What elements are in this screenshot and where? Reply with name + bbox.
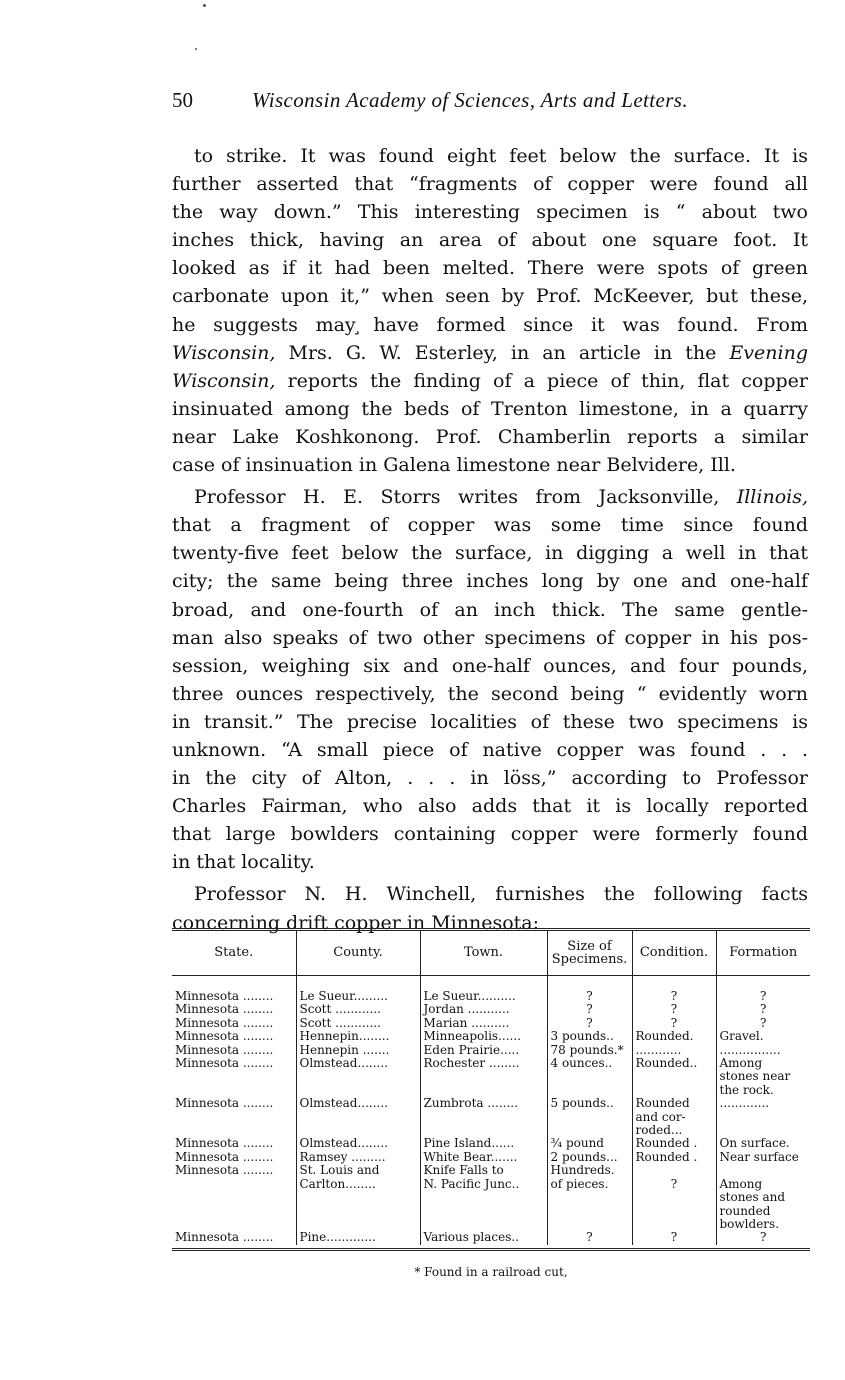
condition-cell: ? — [632, 1017, 716, 1030]
text-line — [172, 339, 808, 367]
town-cell: Zumbrota ........ — [420, 1097, 547, 1137]
size-cell: ? — [547, 990, 632, 1003]
county-cell: Olmstead........ — [296, 1137, 420, 1150]
text-line — [172, 311, 808, 339]
condition-cell: ? — [632, 1003, 716, 1016]
formation-cell: Among stones and rounded bowlders. — [716, 1164, 810, 1231]
formation-cell: Among stones near the rock. — [716, 1057, 810, 1097]
county-cell: Le Sueur......... — [296, 990, 420, 1003]
condition-cell: ? — [632, 1164, 716, 1231]
formation-cell: ? — [716, 1017, 810, 1030]
table-header-row — [172, 931, 810, 976]
condition-cell: ? — [632, 1231, 716, 1244]
header-town: Town. — [420, 931, 547, 976]
town-cell: Various places.. — [420, 1231, 547, 1244]
speck — [203, 4, 206, 7]
text-line — [172, 254, 808, 282]
text-line — [172, 596, 808, 624]
header-size: Size of Specimens. — [547, 931, 632, 976]
state-cell: Minnesota ........ — [175, 1136, 274, 1151]
table-row — [172, 1231, 810, 1244]
county-cell: Ramsey ......... — [296, 1151, 420, 1164]
text-segment: Professor H. E. Storrs writes from Jacksonville, — [194, 486, 737, 509]
text-line — [172, 395, 808, 423]
table-bottom-rule — [172, 1248, 810, 1251]
text-segment: in that locality. — [172, 851, 315, 874]
table-row — [172, 1017, 810, 1030]
formation-cell: ? — [716, 1003, 810, 1016]
size-cell: 2 pounds... — [547, 1151, 632, 1164]
text-line — [172, 451, 808, 479]
table-row — [172, 1151, 810, 1164]
size-cell: ¾ pound — [547, 1137, 632, 1150]
state-cell: Minnesota ........ — [175, 989, 274, 1003]
town-cell: Knife Falls to N. Pacific Junc.. — [420, 1164, 547, 1231]
table-row — [172, 1003, 810, 1016]
town-cell: Eden Prairie..... — [420, 1044, 547, 1057]
county-cell: Scott ............ — [296, 1003, 420, 1016]
text-line — [172, 198, 808, 226]
page-number: 50 — [172, 88, 193, 112]
text-segment: in the city of Alton, . . . in löss,” according to Professor — [172, 767, 808, 790]
town-cell: Rochester ........ — [420, 1057, 547, 1097]
text-segment: that a fragment of copper was some time since found — [172, 514, 808, 537]
state-cell: Minnesota ........ — [175, 1163, 274, 1178]
text-segment: insinuated among the beds of Trenton limestone, in a quarry — [172, 397, 808, 420]
text-line — [172, 170, 808, 198]
running-title: Wisconsin Academy of Sciences, Arts and Letters. — [252, 88, 689, 112]
header-state: State. — [172, 931, 296, 976]
text-line — [172, 142, 808, 170]
text-segment: he suggests may ̧have formed since it was found. From — [172, 313, 808, 336]
text-line — [172, 511, 808, 539]
formation-cell: On surface. — [716, 1137, 810, 1150]
text-line — [172, 367, 808, 395]
text-segment: unknown. “A small piece of native copper was found . . . — [172, 738, 808, 761]
county-cell: St. Louis and Carlton........ — [296, 1164, 420, 1231]
table-row — [172, 1030, 810, 1043]
copper-table — [172, 928, 810, 1251]
county-cell: Scott ............ — [296, 1017, 420, 1030]
size-cell: ? — [547, 1017, 632, 1030]
county-cell: Olmstead........ — [296, 1097, 420, 1137]
text-line — [172, 423, 808, 451]
size-cell: Hundreds. of pieces. — [547, 1164, 632, 1231]
text-segment: that large bowlders containing copper were formerly found — [172, 823, 808, 846]
text-segment: further asserted that “fragments of copper were found all — [172, 173, 808, 196]
county-cell: Hennepin ....... — [296, 1044, 420, 1057]
text-line — [172, 880, 808, 908]
state-cell: Minnesota ........ — [175, 1042, 274, 1057]
condition-cell: Rounded . — [632, 1151, 716, 1164]
state-cell: Minnesota ........ — [175, 1002, 274, 1017]
italic-text: Wisconsin, — [172, 369, 276, 392]
town-cell: Pine Island...... — [420, 1137, 547, 1150]
state-cell: Minnesota ........ — [175, 1056, 274, 1071]
text-segment: carbonate upon it,” when seen by Prof. McKeever, but these, — [172, 285, 808, 308]
text-segment: case of insinuation in Galena limestone near Belvidere, Ill. — [172, 454, 736, 477]
formation-cell: ? — [716, 1231, 810, 1244]
text-line — [172, 624, 808, 652]
text-line — [172, 226, 808, 254]
text-line — [172, 282, 808, 310]
formation-cell: ................ — [716, 1044, 810, 1057]
text-line — [172, 680, 808, 708]
condition-cell: ............ — [632, 1044, 716, 1057]
table-row — [172, 1044, 810, 1057]
table-row — [172, 990, 810, 1003]
text-segment: concerning drift copper in Minnesota: — [172, 911, 539, 934]
text-line — [172, 792, 808, 820]
text-segment: Professor N. H. Winchell, furnishes the following facts — [194, 883, 808, 906]
town-cell: White Bear....... — [420, 1151, 547, 1164]
text-segment: broad, and one-fourth of an inch thick. The same gentle- — [172, 598, 808, 621]
condition-cell: Rounded . — [632, 1137, 716, 1150]
header-condition: Condition. — [632, 931, 716, 976]
italic-text: Illinois, — [736, 486, 808, 509]
table-row — [172, 1137, 810, 1150]
text-segment: twenty-five feet below the surface, in digging a well in that — [172, 542, 808, 565]
county-cell: Hennepin........ — [296, 1030, 420, 1043]
text-segment: man also speaks of two other specimens of copper in his pos- — [172, 626, 808, 649]
header-formation: Formation — [716, 931, 810, 976]
paragraph-1 — [172, 142, 808, 479]
text-line — [172, 764, 808, 792]
state-cell: Minnesota ........ — [175, 1230, 274, 1245]
condition-cell: Rounded. — [632, 1030, 716, 1043]
state-cell: Minnesota ........ — [175, 1015, 274, 1030]
size-cell: 5 pounds.. — [547, 1097, 632, 1137]
text-line — [172, 539, 808, 567]
text-segment: to strike. It was found eight feet below the surface. It is — [194, 145, 808, 167]
town-cell: Jordan ........... — [420, 1003, 547, 1016]
text-line — [172, 736, 808, 764]
size-cell: ? — [547, 1231, 632, 1244]
running-header — [172, 88, 812, 118]
text-segment: session, weighing six and one-half ounces, and four pounds, — [172, 654, 808, 677]
table-row — [172, 1164, 810, 1231]
text-line — [172, 848, 808, 876]
formation-cell: ? — [716, 990, 810, 1003]
size-cell: 3 pounds.. — [547, 1030, 632, 1043]
body-text — [172, 142, 808, 937]
condition-cell: Rounded.. — [632, 1057, 716, 1097]
state-cell: Minnesota ........ — [175, 1029, 274, 1044]
text-segment: the way down.” This interesting specimen is “ about two — [172, 201, 808, 224]
text-line — [172, 652, 808, 680]
formation-cell: Gravel. — [716, 1030, 810, 1043]
header-county: County. — [296, 931, 420, 976]
text-line — [172, 708, 808, 736]
table-row — [172, 1057, 810, 1097]
text-segment: Charles Fairman, who also adds that it is locally reported — [172, 795, 808, 818]
formation-cell: Near surface — [716, 1151, 810, 1164]
state-cell: Minnesota ........ — [175, 1149, 274, 1164]
text-segment: in transit.” The precise localities of these two specimens is — [172, 710, 808, 733]
italic-text: Evening — [729, 341, 808, 364]
text-line — [172, 820, 808, 848]
text-segment: reports the finding of a piece of thin, flat copper — [275, 369, 808, 392]
text-segment: three ounces respectively, the second being “ evidently worn — [172, 682, 808, 705]
town-cell: Marian .......... — [420, 1017, 547, 1030]
paragraph-2 — [172, 483, 808, 876]
town-cell: Minneapolis...... — [420, 1030, 547, 1043]
formation-cell: ............. — [716, 1097, 810, 1137]
text-segment: Mrs. G. W. Esterley, in an article in the — [275, 341, 730, 364]
county-cell: Olmstead........ — [296, 1057, 420, 1097]
text-line — [172, 483, 808, 511]
table-spacer-row — [172, 976, 810, 991]
town-cell: Le Sueur.......... — [420, 990, 547, 1003]
state-cell: Minnesota ........ — [175, 1096, 274, 1111]
footnote: * Found in a railroad cut, — [414, 1265, 568, 1279]
size-cell: 4 ounces.. — [547, 1057, 632, 1097]
text-line — [172, 567, 808, 595]
condition-cell: Rounded and cor- roded... — [632, 1097, 716, 1137]
speck — [195, 48, 197, 50]
size-cell: ? — [547, 1003, 632, 1016]
condition-cell: ? — [632, 990, 716, 1003]
county-cell: Pine............. — [296, 1231, 420, 1244]
italic-text: Wisconsin, — [172, 341, 276, 364]
size-cell: 78 pounds.* — [547, 1044, 632, 1057]
text-segment: inches thick, having an area of about one square foot. It — [172, 229, 808, 252]
text-segment: near Lake Koshkonong. Prof. Chamberlin reports a similar — [172, 425, 808, 448]
table-row — [172, 1097, 810, 1137]
text-segment: looked as if it had been melted. There were spots of green — [172, 257, 808, 280]
text-segment: city; the same being three inches long by one and one-half — [172, 570, 808, 593]
